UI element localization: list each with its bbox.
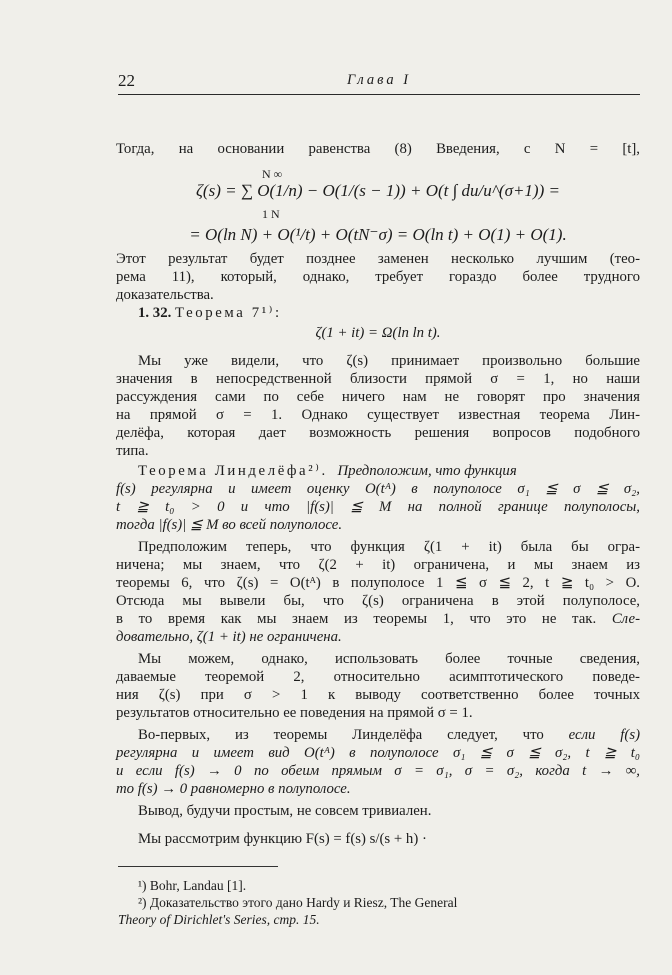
- text-line: результатов относительно ее поведения на прямой σ = 1.: [116, 705, 473, 721]
- text-line: Тогда, на основании равенства (8) Введения, с N = [t],: [116, 141, 640, 157]
- text-line: [116, 726, 640, 744]
- text-line: теоремы 6, что ζ(s) = O(tᴬ) в полуполосе 1 ≦ σ ≦ 2, t ≧ t₀ > O.: [116, 575, 640, 591]
- text-line: ния ζ(s) при σ > 1 к выводу соответственно более точных: [116, 687, 640, 703]
- formula-theorem-7: ζ(1 + it) = Ω(ln ln t).: [315, 325, 441, 341]
- text-line: Мы можем, однако, использовать более точные сведения,: [138, 651, 640, 667]
- text-line: тогда |f(s)| ≦ M во всей полуполосе.: [116, 517, 343, 533]
- text-line: значения в непосредственной близости прямой σ = 1, но наши: [116, 371, 640, 387]
- text-line: Отсюда мы вывели бы, что ζ(s) ограничена в этой полуполосе,: [116, 593, 640, 609]
- text-line: и если f(s) → 0 по обеим прямым σ = σ₁, σ = σ₂, когда t → ∞,: [116, 763, 640, 779]
- text-line: рема 11), который, однако, требует гораздо более трудного: [116, 269, 640, 285]
- section-number: 1. 32.: [138, 305, 172, 321]
- formula-zeta-sum: ζ(s) = ∑ O(1/n) − O(1/(s − 1)) + O(t ∫ du/u^(σ+1)) =: [196, 181, 560, 200]
- running-header: [118, 70, 640, 95]
- text-line: рассуждения сами по себе ничего нам не говорят про значения: [116, 389, 640, 405]
- footnote: ²) Доказательство этого дано Hardy и Riesz, The General: [138, 895, 458, 910]
- text-line: f(s) регулярна и имеет оценку O(tᴬ) в полуполосе σ₁ ≦ σ ≦ σ₂,: [116, 481, 640, 497]
- text-line: довательно, ζ(1 + it) не ограничена.: [116, 629, 342, 645]
- text-span: Во-первых, из теоремы Линделёфа следует, что: [138, 727, 544, 743]
- text-line: Мы уже видели, что ζ(s) принимает произвольно большие: [138, 353, 640, 369]
- text-span: в то время как мы знаем из теоремы 1, что это не так.: [116, 611, 597, 627]
- text-line: делёфа, которая дает возможность решения вопросов подобного: [116, 425, 640, 441]
- section-heading: [138, 304, 662, 322]
- formula-limits-top: N ∞: [262, 167, 283, 181]
- text-line: ничена; мы знаем, что ζ(2 + it) ограничена, и мы знаем из: [116, 557, 640, 573]
- page-number: 22: [118, 71, 135, 90]
- text-span-italic: Сле-: [611, 611, 640, 627]
- text-line: Предположим теперь, что функция ζ(1 + it) была бы огра-: [138, 539, 640, 555]
- text-line: Мы рассмотрим функцию F(s) = f(s) s/(s + h) ·: [138, 831, 427, 847]
- text-line: то f(s) → 0 равномерно в полуполосе.: [116, 781, 351, 797]
- text-line: [116, 462, 640, 480]
- footnote-rule: [118, 866, 278, 867]
- chapter-title: Глава I: [346, 72, 412, 88]
- text-line: типа.: [116, 443, 149, 459]
- text-line: Вывод, будучи простым, не совсем тривиален.: [138, 803, 432, 819]
- text-line: t ≧ t₀ > 0 и что |f(s)| ≦ M на полной границе полуполосы,: [116, 499, 640, 515]
- formula-limits-bottom: 1 N: [262, 207, 280, 221]
- text-line: Этот результат будет позднее заменен несколько лучшим (тео-: [116, 251, 640, 267]
- text-span-italic: если f(s): [568, 727, 641, 743]
- lindelof-statement: Предположим, что функция: [337, 463, 517, 479]
- formula-estimate: = O(ln N) + O(¹/t) + O(tN⁻σ) = O(ln t) + O(1) + O(1).: [189, 225, 567, 244]
- text-line: доказательства.: [116, 287, 214, 303]
- text-line: [116, 610, 640, 628]
- footnote: ¹) Bohr, Landau [1].: [138, 878, 247, 893]
- text-line: даваемые теоремой 2, относительно асимптотического поведе-: [116, 669, 640, 685]
- theorem-title: Теорема 7¹⁾:: [175, 305, 282, 321]
- text-line: на прямой σ = 1. Однако существует известная теорема Лин-: [116, 407, 640, 423]
- lindelof-theorem-label: Теорема Линделёфа²⁾.: [138, 463, 328, 479]
- text-line: регулярна и имеет вид O(tᴬ) в полуполосе σ₁ ≦ σ ≦ σ₂, t ≧ t₀: [116, 745, 640, 761]
- footnote: Theory of Dirichlet's Series, стр. 15.: [118, 912, 320, 927]
